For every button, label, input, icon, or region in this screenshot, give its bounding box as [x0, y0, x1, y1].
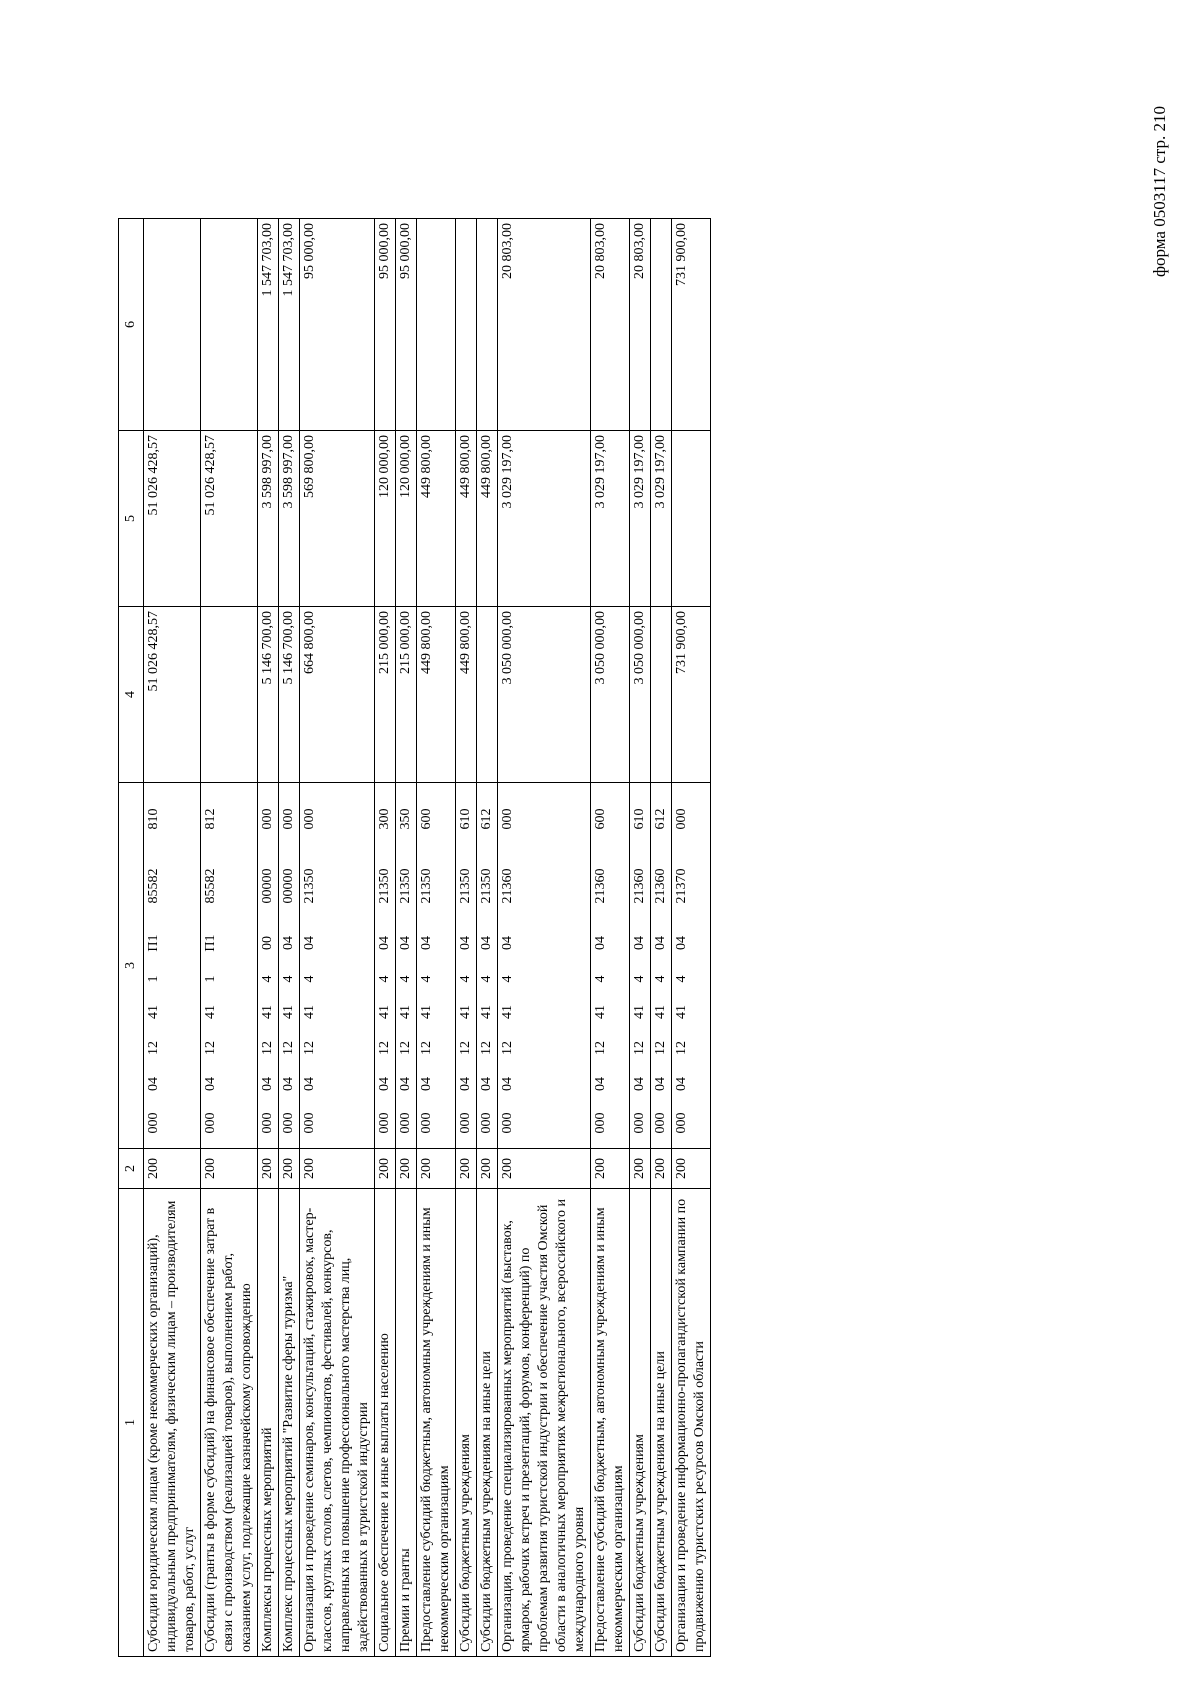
code-part: П1 [203, 934, 218, 952]
code-part: 12 [146, 1041, 161, 1055]
unexecuted-amount-cell: 731 900,00 [672, 219, 711, 431]
table-row [477, 219, 498, 1657]
code-part: 04 [377, 936, 392, 950]
row-line-code-cell: 200 [591, 1149, 630, 1189]
code-part: 000 [146, 1112, 161, 1134]
unexecuted-amount-cell: 20 803,00 [498, 219, 591, 431]
table-row [417, 219, 456, 1657]
approved-amount-cell: 731 900,00 [672, 607, 711, 783]
table-row [630, 219, 651, 1657]
form-label: форма 0503117 стр. 210 [1150, 106, 1169, 277]
code-part: 04 [398, 1077, 413, 1091]
header-col-6: 6 [119, 219, 144, 431]
table-row [375, 219, 396, 1657]
code-part: 000 [500, 1112, 515, 1134]
code-part: 04 [632, 936, 647, 950]
code-part: 04 [302, 1077, 317, 1091]
row-name-cell: Организация и проведение информационно-пропагандистской кампании по продвижению туристских ресурсов Омской области [672, 1189, 711, 1657]
row-name-cell: Субсидии бюджетным учреждениям на иные цели [477, 1189, 498, 1657]
code-part: 21360 [653, 868, 668, 904]
code-part: 12 [302, 1041, 317, 1055]
approved-amount-cell: 3 050 000,00 [630, 607, 651, 783]
executed-amount-cell: 51 026 428,57 [144, 431, 201, 607]
code-part: 41 [458, 1005, 473, 1019]
row-name-cell: Комплексы процессных мероприятий [258, 1189, 279, 1657]
budget-classification-code-cell [456, 783, 477, 1149]
code-part: 04 [458, 936, 473, 950]
code-part: 04 [593, 1077, 608, 1091]
row-line-code-cell: 200 [456, 1149, 477, 1189]
budget-classification-code-cell [417, 783, 456, 1149]
code-part: 000 [593, 1112, 608, 1134]
budget-classification-code-cell [477, 783, 498, 1149]
approved-amount-cell [651, 607, 672, 783]
code-part: 000 [632, 1112, 647, 1134]
row-line-code-cell: 200 [417, 1149, 456, 1189]
code-part: 4 [302, 975, 317, 983]
code-part: 04 [377, 1077, 392, 1091]
unexecuted-amount-cell: 20 803,00 [630, 219, 651, 431]
unexecuted-amount-cell: 95 000,00 [396, 219, 417, 431]
executed-amount-cell: 3 029 197,00 [630, 431, 651, 607]
approved-amount-cell [477, 607, 498, 783]
code-part: 21350 [479, 868, 494, 904]
row-line-code-cell: 200 [396, 1149, 417, 1189]
executed-amount-cell: 120 000,00 [396, 431, 417, 607]
code-part: 12 [419, 1041, 434, 1055]
row-name-cell: Субсидии бюджетным учреждениям [456, 1189, 477, 1657]
code-part: 12 [674, 1041, 689, 1055]
code-part: 4 [653, 975, 668, 983]
code-part: 4 [479, 975, 494, 983]
code-part: 612 [479, 808, 494, 830]
code-part: П1 [146, 934, 161, 952]
row-line-code-cell: 200 [651, 1149, 672, 1189]
unexecuted-amount-cell: 95 000,00 [300, 219, 375, 431]
code-part: 41 [260, 1005, 275, 1019]
code-part: 4 [377, 975, 392, 983]
code-part: 04 [500, 1077, 515, 1091]
table-row [201, 219, 258, 1657]
executed-amount-cell: 51 026 428,57 [201, 431, 258, 607]
code-part: 85582 [146, 868, 161, 904]
code-part: 612 [653, 808, 668, 830]
code-part: 21360 [632, 868, 647, 904]
row-name-cell: Субсидии (гранты в форме субсидий) на финансовое обеспечение затрат в связи с производством (реализацией товаров), выполнением работ, оказанием услуг, подлежащие казначейскому сопровождению [201, 1189, 258, 1657]
row-name-cell: Субсидии юридическим лицам (кроме некоммерческих организаций), индивидуальным предпринимателям, физическим лицам – производителям товаров, работ, услуг [144, 1189, 201, 1657]
code-part: 04 [479, 1077, 494, 1091]
row-name-cell: Комплекс процессных мероприятий "Развитие сферы туризма" [279, 1189, 300, 1657]
budget-classification-code-cell [258, 783, 279, 1149]
table-row [498, 219, 591, 1657]
code-part: 000 [203, 1112, 218, 1134]
code-part: 41 [146, 1005, 161, 1019]
table-row [651, 219, 672, 1657]
code-part: 21360 [500, 868, 515, 904]
column-number-row [119, 219, 144, 1657]
code-part: 12 [593, 1041, 608, 1055]
budget-classification-code-cell [672, 783, 711, 1149]
code-part: 12 [632, 1041, 647, 1055]
code-part: 4 [281, 975, 296, 983]
code-part: 000 [260, 808, 275, 830]
executed-amount-cell: 3 598 997,00 [279, 431, 300, 607]
table-row [258, 219, 279, 1657]
code-part: 04 [203, 1077, 218, 1091]
code-part: 000 [302, 808, 317, 830]
code-part: 12 [281, 1041, 296, 1055]
code-part: 04 [281, 1077, 296, 1091]
unexecuted-amount-cell: 95 000,00 [375, 219, 396, 431]
code-part: 12 [479, 1041, 494, 1055]
table-row [300, 219, 375, 1657]
code-part: 000 [281, 1112, 296, 1134]
table-row [279, 219, 300, 1657]
row-line-code-cell: 200 [375, 1149, 396, 1189]
budget-classification-code-cell [630, 783, 651, 1149]
code-part: 4 [632, 975, 647, 983]
code-part: 04 [260, 1077, 275, 1091]
code-part: 000 [419, 1112, 434, 1134]
approved-amount-cell: 215 000,00 [396, 607, 417, 783]
executed-amount-cell: 3 598 997,00 [258, 431, 279, 607]
code-part: 610 [458, 808, 473, 830]
code-part: 000 [500, 808, 515, 830]
approved-amount-cell: 51 026 428,57 [144, 607, 201, 783]
code-part: 000 [398, 1112, 413, 1134]
executed-amount-cell: 3 029 197,00 [651, 431, 672, 607]
executed-amount-cell: 3 029 197,00 [498, 431, 591, 607]
executed-amount-cell: 449 800,00 [456, 431, 477, 607]
code-part: 12 [458, 1041, 473, 1055]
code-part: 04 [674, 936, 689, 950]
approved-amount-cell [201, 607, 258, 783]
report-table [118, 218, 711, 1657]
code-part: 4 [500, 975, 515, 983]
code-part: 000 [653, 1112, 668, 1134]
row-name-cell: Субсидии бюджетным учреждениям на иные цели [651, 1189, 672, 1657]
code-part: 4 [593, 975, 608, 983]
code-part: 4 [674, 975, 689, 983]
code-part: 04 [302, 936, 317, 950]
code-part: 000 [674, 808, 689, 830]
code-part: 85582 [203, 868, 218, 904]
code-part: 810 [146, 808, 161, 830]
unexecuted-amount-cell [144, 219, 201, 431]
code-part: 41 [203, 1005, 218, 1019]
code-part: 4 [398, 975, 413, 983]
code-part: 04 [674, 1077, 689, 1091]
row-name-cell: Организация, проведение специализированных мероприятий (выставок, ярмарок, рабочих встреч и презентаций, форумов, конференций) по проблемам развития туристской индустрии и обеспечение участия Омской области в аналогичных мероприятиях межрегионального, всероссийского и международного уровня [498, 1189, 591, 1657]
code-part: 000 [281, 808, 296, 830]
table-row [591, 219, 630, 1657]
row-line-code-cell: 200 [279, 1149, 300, 1189]
row-line-code-cell: 200 [201, 1149, 258, 1189]
code-part: 610 [632, 808, 647, 830]
unexecuted-amount-cell: 1 547 703,00 [279, 219, 300, 431]
budget-classification-code-cell [279, 783, 300, 1149]
unexecuted-amount-cell: 20 803,00 [591, 219, 630, 431]
code-part: 12 [377, 1041, 392, 1055]
code-part: 00000 [281, 868, 296, 904]
code-part: 000 [260, 1112, 275, 1134]
code-part: 12 [500, 1041, 515, 1055]
table-row [144, 219, 201, 1657]
code-part: 12 [203, 1041, 218, 1055]
code-part: 21360 [593, 868, 608, 904]
unexecuted-amount-cell [651, 219, 672, 431]
code-part: 00 [260, 936, 275, 950]
code-part: 1 [203, 975, 218, 983]
row-name-cell: Премии и гранты [396, 1189, 417, 1657]
approved-amount-cell: 5 146 700,00 [258, 607, 279, 783]
unexecuted-amount-cell [456, 219, 477, 431]
budget-classification-code-cell [144, 783, 201, 1149]
budget-classification-code-cell [300, 783, 375, 1149]
table-row [456, 219, 477, 1657]
code-part: 41 [479, 1005, 494, 1019]
code-part: 41 [653, 1005, 668, 1019]
executed-amount-cell: 3 029 197,00 [591, 431, 630, 607]
code-part: 4 [458, 975, 473, 983]
budget-classification-code-cell [591, 783, 630, 1149]
approved-amount-cell: 664 800,00 [300, 607, 375, 783]
budget-classification-code-cell [201, 783, 258, 1149]
header-col-1: 1 [119, 1189, 144, 1657]
code-part: 04 [653, 1077, 668, 1091]
header-col-3: 3 [119, 783, 144, 1149]
row-name-cell: Предоставление субсидий бюджетным, автономным учреждениям и иным некоммерческим организациям [417, 1189, 456, 1657]
code-part: 41 [500, 1005, 515, 1019]
code-part: 000 [479, 1112, 494, 1134]
code-part: 21370 [674, 868, 689, 904]
code-part: 21350 [458, 868, 473, 904]
code-part: 41 [302, 1005, 317, 1019]
budget-classification-code-cell [498, 783, 591, 1149]
row-line-code-cell: 200 [498, 1149, 591, 1189]
code-part: 41 [398, 1005, 413, 1019]
table-body [144, 219, 711, 1657]
code-part: 41 [674, 1005, 689, 1019]
code-part: 04 [281, 936, 296, 950]
code-part: 04 [458, 1077, 473, 1091]
row-line-code-cell: 200 [300, 1149, 375, 1189]
approved-amount-cell: 3 050 000,00 [498, 607, 591, 783]
code-part: 04 [398, 936, 413, 950]
code-part: 4 [419, 975, 434, 983]
executed-amount-cell: 569 800,00 [300, 431, 375, 607]
code-part: 300 [377, 808, 392, 830]
row-name-cell: Организация и проведение семинаров, консультаций, стажировок, мастер-классов, круглых столов, слетов, чемпионатов, фестивалей, конкурсов, направленных на повышение профессионального мастерства лиц, задействованных в туристской индустрии [300, 1189, 375, 1657]
unexecuted-amount-cell [201, 219, 258, 431]
row-name-cell: Социальное обеспечение и иные выплаты населению [375, 1189, 396, 1657]
executed-amount-cell: 449 800,00 [417, 431, 456, 607]
row-line-code-cell: 200 [630, 1149, 651, 1189]
code-part: 04 [500, 936, 515, 950]
code-part: 21350 [419, 868, 434, 904]
code-part: 04 [146, 1077, 161, 1091]
code-part: 12 [260, 1041, 275, 1055]
executed-amount-cell: 449 800,00 [477, 431, 498, 607]
row-line-code-cell: 200 [258, 1149, 279, 1189]
code-part: 04 [479, 936, 494, 950]
header-col-2: 2 [119, 1149, 144, 1189]
executed-amount-cell [672, 431, 711, 607]
code-part: 04 [419, 936, 434, 950]
row-name-cell: Субсидии бюджетным учреждениям [630, 1189, 651, 1657]
header-col-5: 5 [119, 431, 144, 607]
budget-classification-code-cell [396, 783, 417, 1149]
row-line-code-cell: 200 [477, 1149, 498, 1189]
code-part: 350 [398, 808, 413, 830]
code-part: 600 [593, 808, 608, 830]
budget-classification-code-cell [375, 783, 396, 1149]
code-part: 41 [632, 1005, 647, 1019]
code-part: 41 [377, 1005, 392, 1019]
row-name-cell: Предоставление субсидий бюджетным, автономным учреждениям и иным некоммерческим организациям [591, 1189, 630, 1657]
code-part: 41 [419, 1005, 434, 1019]
code-part: 812 [203, 808, 218, 830]
unexecuted-amount-cell: 1 547 703,00 [258, 219, 279, 431]
row-line-code-cell: 200 [672, 1149, 711, 1189]
code-part: 4 [260, 975, 275, 983]
code-part: 000 [674, 1112, 689, 1134]
header-col-4: 4 [119, 607, 144, 783]
code-part: 04 [593, 936, 608, 950]
code-part: 21350 [398, 868, 413, 904]
code-part: 12 [653, 1041, 668, 1055]
code-part: 21350 [302, 868, 317, 904]
executed-amount-cell: 120 000,00 [375, 431, 396, 607]
table-row [672, 219, 711, 1657]
code-part: 000 [377, 1112, 392, 1134]
code-part: 04 [419, 1077, 434, 1091]
approved-amount-cell: 5 146 700,00 [279, 607, 300, 783]
approved-amount-cell: 215 000,00 [375, 607, 396, 783]
table-row [396, 219, 417, 1657]
code-part: 41 [593, 1005, 608, 1019]
code-part: 04 [653, 936, 668, 950]
code-part: 04 [632, 1077, 647, 1091]
unexecuted-amount-cell [417, 219, 456, 431]
code-part: 21350 [377, 868, 392, 904]
budget-classification-code-cell [651, 783, 672, 1149]
code-part: 00000 [260, 868, 275, 904]
code-part: 1 [146, 975, 161, 983]
row-line-code-cell: 200 [144, 1149, 201, 1189]
unexecuted-amount-cell [477, 219, 498, 431]
code-part: 000 [458, 1112, 473, 1134]
code-part: 41 [281, 1005, 296, 1019]
code-part: 600 [419, 808, 434, 830]
code-part: 000 [302, 1112, 317, 1134]
code-part: 12 [398, 1041, 413, 1055]
approved-amount-cell: 449 800,00 [417, 607, 456, 783]
approved-amount-cell: 449 800,00 [456, 607, 477, 783]
approved-amount-cell: 3 050 000,00 [591, 607, 630, 783]
